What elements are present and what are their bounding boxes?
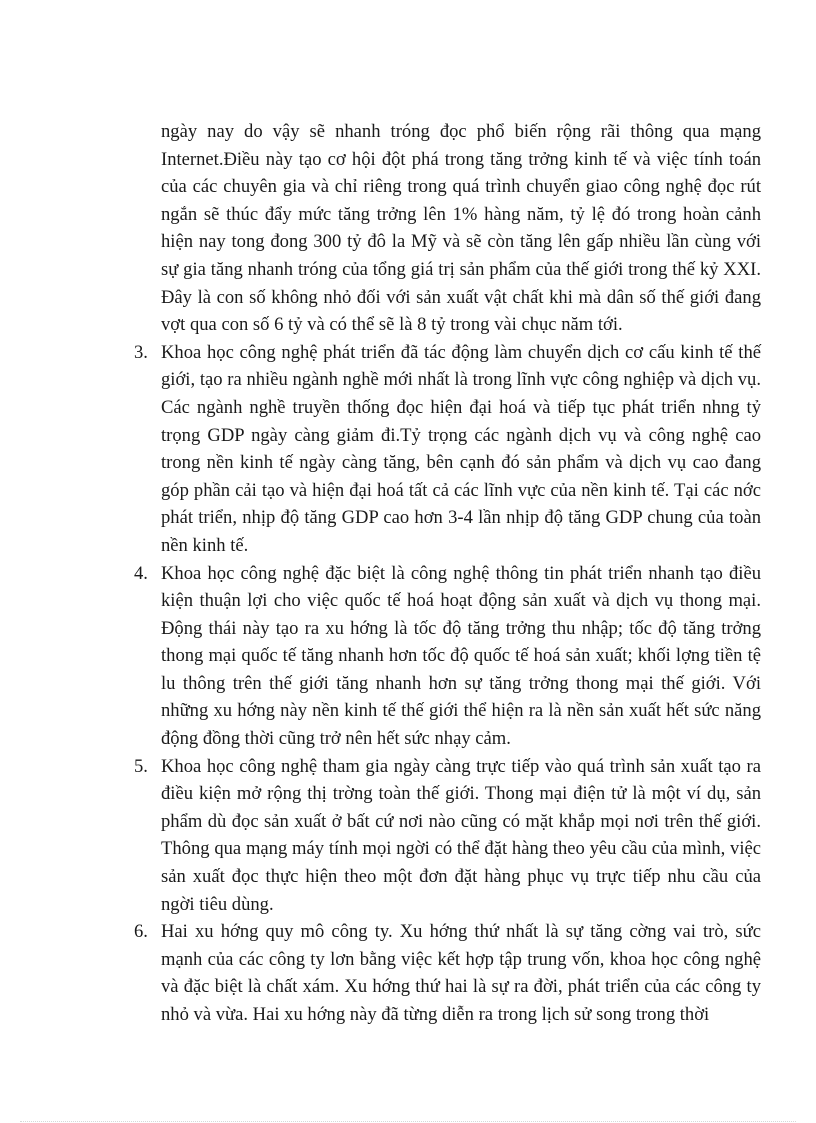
list-item — [134, 753, 761, 919]
numbered-list — [134, 339, 761, 1029]
list-item-text: Hai xu hớng quy mô công ty. Xu hớng thứ nhất là sự tăng cờng vai trò, sức mạnh của các công ty lơn bằng việc kết hợp tập trung vốn, khoa học công nghệ và đặc biệt là chất xám. Xu hớng thứ hai là sự ra đời, phát triển của các công ty nhỏ và vừa. Hai xu hớng này đã từng diễn ra trong lịch sử song trong thời — [161, 921, 761, 1025]
list-item-number: 3. — [134, 341, 148, 363]
list-item-text: Khoa học công nghệ đặc biệt là công nghệ thông tin phát triển nhanh tạo điều kiện thuận lợi cho việc quốc tế hoá hoạt động sản xuất và dịch vụ thong mại. Động thái này tạo ra xu hớng là tốc độ tăng trởng thu nhập; tốc độ tăng trởng thong mại quốc tế tăng nhanh hơn tốc độ quốc tế hoá sản xuất; khối lợng tiền tệ lu thông trên thế giới tăng nhanh hơn sự tăng trởng thong mại thế giới. Với những xu hớng này nền kinh tế thế giới thể hiện ra là nền sản xuất hết sức năng động đồng thời cũng trở nên hết sức nhạy cảm. — [161, 562, 761, 750]
intro-paragraph: ngày nay do vậy sẽ nhanh tróng đọc phổ biến rộng rãi thông qua mạng Internet.Điều này tạo cơ hội đột phá trong tăng trởng kinh tế và việc tính toán của các chuyên gia và chỉ riêng trong quá trình chuyển giao công nghệ đọc rút ngắn sẽ thúc đẩy mức tăng trởng lên 1% hàng năm, tỷ lệ đó trong hoàn cảnh hiện nay tong đong 300 tỷ đô la Mỹ và sẽ còn tăng lên gấp nhiều lần cùng với sự gia tăng nhanh tróng của tổng giá trị sản phẩm của thế giới trong thế kỷ XXI. Đây là con số không nhỏ đối với sản xuất vật chất khi mà dân số thế giới đang vợt qua con số 6 tỷ và có thể sẽ là 8 tỷ trong vài chục năm tới. — [161, 121, 761, 336]
list-item-number: 4. — [134, 562, 148, 584]
list-item — [134, 339, 761, 560]
page-bottom-divider — [20, 1121, 796, 1122]
list-item-number: 6. — [134, 921, 148, 943]
list-item — [134, 560, 761, 753]
list-item-number: 5. — [134, 755, 148, 777]
document-body — [134, 118, 761, 1029]
list-item-text: Khoa học công nghệ tham gia ngày càng trực tiếp vào quá trình sản xuất tạo ra điều kiện mở rộng thị trờng toàn thế giới. Thong mại điện tử là một ví dụ, sản phẩm dù đọc sản xuất ở bất cứ nơi nào cũng có mặt khắp mọi nơi trên thế giới. Thông qua mạng máy tính mọi ngời có thể đặt hàng theo yêu cầu của mình, việc sản xuất đọc thực hiện theo một đơn đặt hàng phục vụ trực tiếp nhu cầu của ngời tiêu dùng. — [161, 755, 761, 915]
list-item-text: Khoa học công nghệ phát triển đã tác động làm chuyển dịch cơ cấu kinh tế thế giới, tạo ra nhiều ngành nghề mới nhất là trong lĩnh vực công nghiệp và dịch vụ. Các ngành nghề truyền thống đọc hiện đại hoá và tiếp tục phát triển nhng tỷ trọng GDP ngày càng giảm đi.Tỷ trọng các ngành dịch vụ và công nghệ cao trong nền kinh tế ngày càng tăng, bên cạnh đó sản phẩm và dịch vụ cao đang góp phần cải tạo và hiện đại hoá tất cả các lĩnh vực của nền kinh tế. Tại các nớc phát triển, nhịp độ tăng GDP cao hơn 3-4 lần nhịp độ tăng GDP chung của toàn nền kinh tế. — [161, 341, 761, 556]
list-item — [134, 918, 761, 1028]
